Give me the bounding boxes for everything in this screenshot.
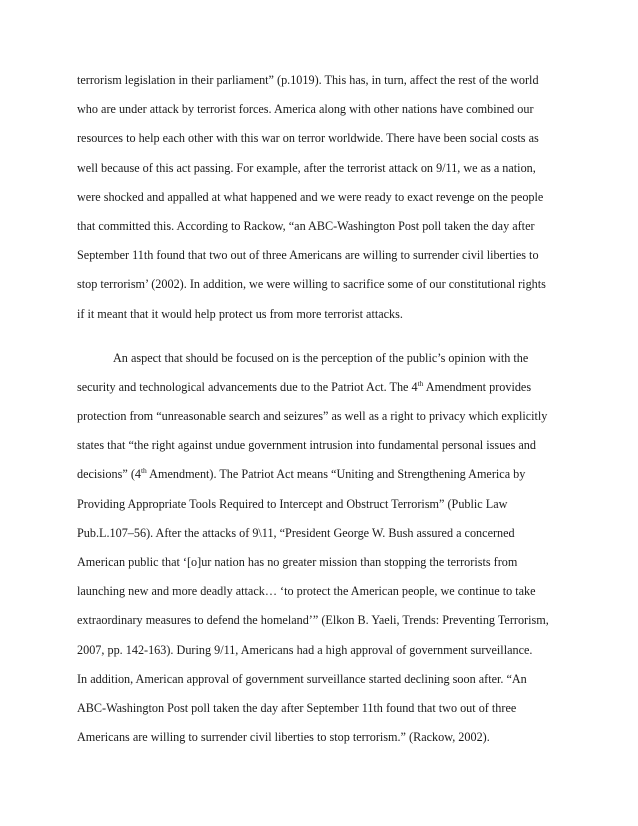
text-fragment: Amendment). The Patriot Act means “Uniting and Strengthening America by <box>146 467 526 482</box>
text-fragment: Amendment provides <box>423 379 532 394</box>
superscript: th <box>140 466 147 476</box>
text-line: Americans are willing to surrender civil liberties to stop terrorism.” (Rackow, 2002). <box>77 730 490 745</box>
text-line: Pub.L.107–56). After the attacks of 9\11, “President George W. Bush assured a concerned <box>77 525 515 540</box>
text-line: Providing Appropriate Tools Required to Intercept and Obstruct Terrorism” (Public Law <box>77 496 508 511</box>
text-fragment: decisions” (4 <box>77 467 141 482</box>
text-line: An aspect that should be focused on is the perception of the public’s opinion with the <box>113 350 529 365</box>
paragraph-gap <box>77 329 563 344</box>
text-line: that committed this. According to Rackow, “an ABC-Washington Post poll taken the day after <box>77 218 535 233</box>
text-line: extraordinary measures to defend the homeland’” (Elkon B. Yaeli, Trends: Preventing Terrorism, <box>77 613 549 628</box>
text-line: who are under attack by terrorist forces. America along with other nations have combined our <box>77 102 534 117</box>
text-line: terrorism legislation in their parliament” (p.1019). This has, in turn, affect the rest of the world <box>77 73 539 87</box>
text-line: American public that ‘[o]ur nation has no greater mission than stopping the terrorists from <box>77 555 518 569</box>
text-fragment: security and technological advancements due to the Patriot Act. The 4 <box>77 379 418 394</box>
paragraph-1 <box>77 66 563 329</box>
superscript: th <box>417 378 424 388</box>
body-text <box>77 66 563 752</box>
text-line: 2007, pp. 142-163). During 9/11, Americans had a high approval of government surveillance. <box>77 642 533 657</box>
text-line: were shocked and appalled at what happened and we were ready to exact revenge on the people <box>77 189 544 204</box>
text-line: stop terrorism’ (2002). In addition, we were willing to sacrifice some of our constitutional rights <box>77 277 546 292</box>
text-line <box>77 373 563 402</box>
text-line: protection from “unreasonable search and seizures” as well as a right to privacy which explicitly <box>77 409 548 424</box>
text-line: ABC-Washington Post poll taken the day after September 11th found that two out of three <box>77 700 517 715</box>
text-line: resources to help each other with this war on terror worldwide. There have been social costs as <box>77 131 539 146</box>
text-line: well because of this act passing. For example, after the terrorist attack on 9/11, we as a nation, <box>77 160 536 175</box>
text-line: In addition, American approval of government surveillance started declining soon after. “An <box>77 671 527 686</box>
text-line <box>77 460 563 489</box>
paragraph-2 <box>77 344 563 753</box>
text-line: launching new and more deadly attack… ‘to protect the American people, we continue to take <box>77 584 536 599</box>
text-line: states that “the right against undue government intrusion into fundamental personal issues and <box>77 438 536 453</box>
text-line: September 11th found that two out of three Americans are willing to surrender civil liberties to <box>77 248 539 263</box>
text-line: if it meant that it would help protect us from more terrorist attacks. <box>77 306 403 321</box>
